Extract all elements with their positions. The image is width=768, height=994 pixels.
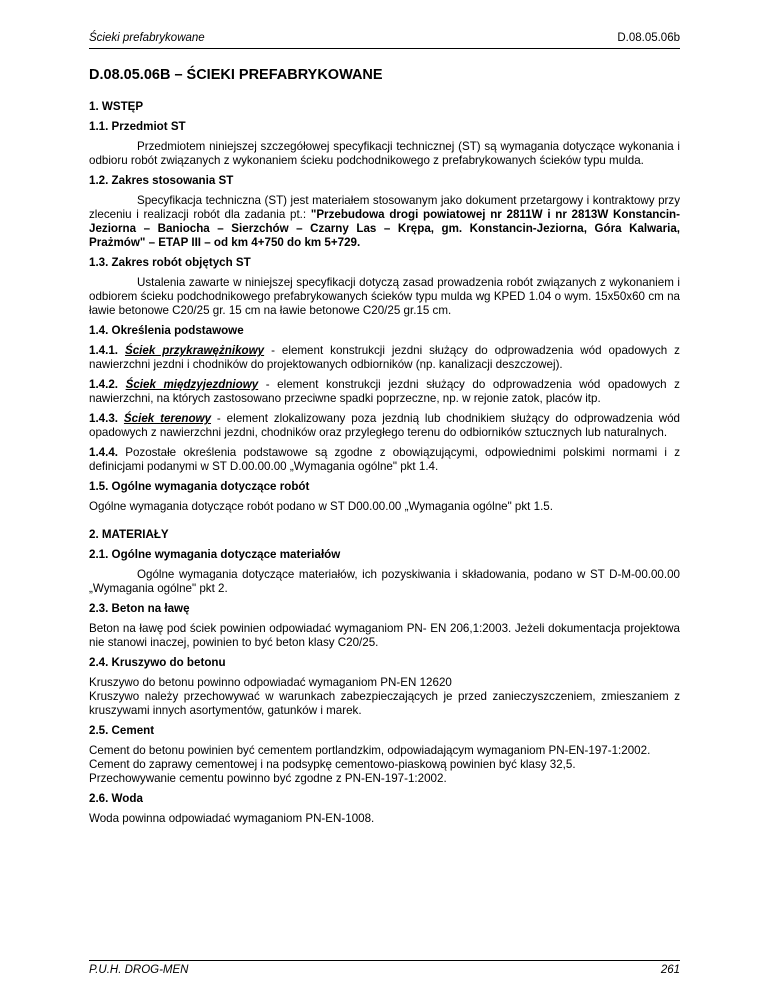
section-2-6-heading: 2.6. Woda: [89, 792, 143, 805]
section-1-3-text: Ustalenia zawarte w niniejszej specyfikacji dotyczą zasad prowadzenia robót związanych z wykonaniem i odbiorem ścieku podchodnikowego prefabrykowanych ścieków typu mulda wg KPED 1.04 o wym. 15x50x60 cm na ławie betonowe C20/25 gr. 15 cm na ławie betonowe C20/25 gr.15 cm.: [89, 276, 680, 317]
definition-1-4-3-number: 1.4.3.: [89, 412, 119, 425]
section-1-2-text-plain: Specyfikacja techniczna (ST) jest materiałem stosowanym jako dokument przetargowy i kontraktowy przy zleceniu i realizacji robót dla zadania pt.:: [89, 194, 680, 221]
section-1-3-heading: 1.3. Zakres robót objętych ST: [89, 256, 251, 269]
definition-1-4-1: [89, 344, 680, 372]
definition-1-4-3-term: Ściek terenowy: [123, 412, 212, 425]
definition-1-4-3: [89, 412, 680, 440]
definition-1-4-1-number: 1.4.1.: [89, 344, 119, 357]
definition-1-4-4: [89, 446, 680, 474]
section-1-2-project-name: "Przebudowa drogi powiatowej nr 2811W i nr 2813W Konstancin-Jeziorna – Baniocha – Sierzchów – Czarny Las – Krępa, gm. Konstancin-Jeziorna, Góra Kalwaria, Prażmów" – ETAP III – od km 4+750 do km 5+729.: [89, 208, 680, 249]
section-1-heading: 1. WSTĘP: [89, 100, 144, 113]
definition-1-4-4-number: 1.4.4.: [89, 446, 119, 459]
section-2-1-text: Ogólne wymagania dotyczące materiałów, ich pozyskiwania i składowania, podano w ST D-M-00.00.00 „Wymagania ogólne" pkt 2.: [89, 568, 680, 595]
section-2-heading: 2. MATERIAŁY: [89, 528, 169, 541]
section-1-2-heading: 1.2. Zakres stosowania ST: [89, 174, 234, 187]
definition-1-4-1-term: Ściek przykrawężnikowy: [125, 344, 265, 357]
section-2-4-heading: 2.4. Kruszywo do betonu: [89, 656, 226, 669]
section-2-5-line-2: Cement do zaprawy cementowej i na podsypkę cementowo-piaskową powinien być klasy 32,5.: [89, 758, 576, 771]
section-2-4-line-2: Kruszywo należy przechowywać w warunkach zabezpieczających je przed zanieczyszczeniem, zmieszaniem z kruszywami innych asortymentów, gatunków i marek.: [89, 690, 680, 717]
section-2-5-heading: 2.5. Cement: [89, 724, 155, 737]
definition-1-4-2-number: 1.4.2.: [89, 378, 119, 391]
section-2-6-text: Woda powinna odpowiadać wymaganiom PN-EN-1008.: [89, 812, 375, 825]
document-title: D.08.05.06B – ŚCIEKI PREFABRYKOWANE: [89, 67, 383, 83]
header-code: D.08.05.06b: [617, 32, 680, 44]
definition-1-4-3-text: - element zlokalizowany poza jezdnią lub chodnikiem służący do odprowadzenia wód opadowych z nawierzchni jezdni, chodników oraz przyległego terenu do odbiorników sztucznych lub naturalnych.: [89, 412, 680, 439]
section-1-4-heading: 1.4. Określenia podstawowe: [89, 324, 244, 337]
page-footer: [89, 960, 680, 981]
section-2-3-heading: 2.3. Beton na ławę: [89, 602, 190, 615]
section-1-1-text: Przedmiotem niniejszej szczegółowej specyfikacji technicznej (ST) są wymagania dotyczące wykonania i odbioru robót związanych z wykonaniem ścieku podchodnikowego z prefabrykowanych ścieków typu mulda.: [89, 140, 680, 167]
section-1-5-heading: 1.5. Ogólne wymagania dotyczące robót: [89, 480, 310, 493]
section-2-4-line-1: Kruszywo do betonu powinno odpowiadać wymaganiom PN-EN 12620: [89, 676, 452, 689]
document-body: [89, 66, 680, 832]
section-1-2-text: [89, 194, 680, 250]
section-2-3-text: Beton na ławę pod ściek powinien odpowiadać wymaganiom PN- EN 206,1:2003. Jeżeli dokumentacja projektowa nie stanowi inaczej, powinien to być beton klasy C20/25.: [89, 622, 680, 649]
definition-1-4-2-term: Ściek międzyjezdniowy: [125, 378, 259, 391]
section-1-1-heading: 1.1. Przedmiot ST: [89, 120, 186, 133]
footer-company: P.U.H. DROG-MEN: [89, 964, 189, 976]
page-header: [89, 32, 680, 49]
section-2-5-line-1: Cement do betonu powinien być cementem portlandzkim, odpowiadającym wymaganiom PN-EN-197-1:2002.: [89, 744, 651, 757]
definition-1-4-2-text: - element konstrukcji jezdni służący do odprowadzenia wód opadowych z nawierzchni, na których zastosowano przeciwne spadki poprzeczne, np. w rejonie zatok, placów itp.: [89, 378, 680, 405]
definition-1-4-1-text: - element konstrukcji jezdni służący do odprowadzenia wód opadowych z nawierzchni jezdni i chodników do projektowanych odbiorników (np. kanalizacji deszczowej).: [89, 344, 680, 371]
section-2-5-line-3: Przechowywanie cementu powinno być zgodne z PN-EN-197-1:2002.: [89, 772, 447, 785]
section-1-5-text: Ogólne wymagania dotyczące robót podano w ST D00.00.00 „Wymagania ogólne" pkt 1.5.: [89, 500, 553, 513]
section-2-1-heading: 2.1. Ogólne wymagania dotyczące materiałów: [89, 548, 341, 561]
definition-1-4-4-text: Pozostałe określenia podstawowe są zgodne z obowiązującymi, odpowiednimi polskimi normami i z definicjami podanymi w ST D.00.00.00 „Wymagania ogólne" pkt 1.4.: [89, 446, 680, 473]
section-2-4-text: [89, 676, 680, 718]
page-number: 261: [660, 964, 680, 976]
definition-1-4-2: [89, 378, 680, 406]
header-title: Ścieki prefabrykowane: [89, 32, 205, 44]
section-2-5-text: [89, 744, 680, 786]
